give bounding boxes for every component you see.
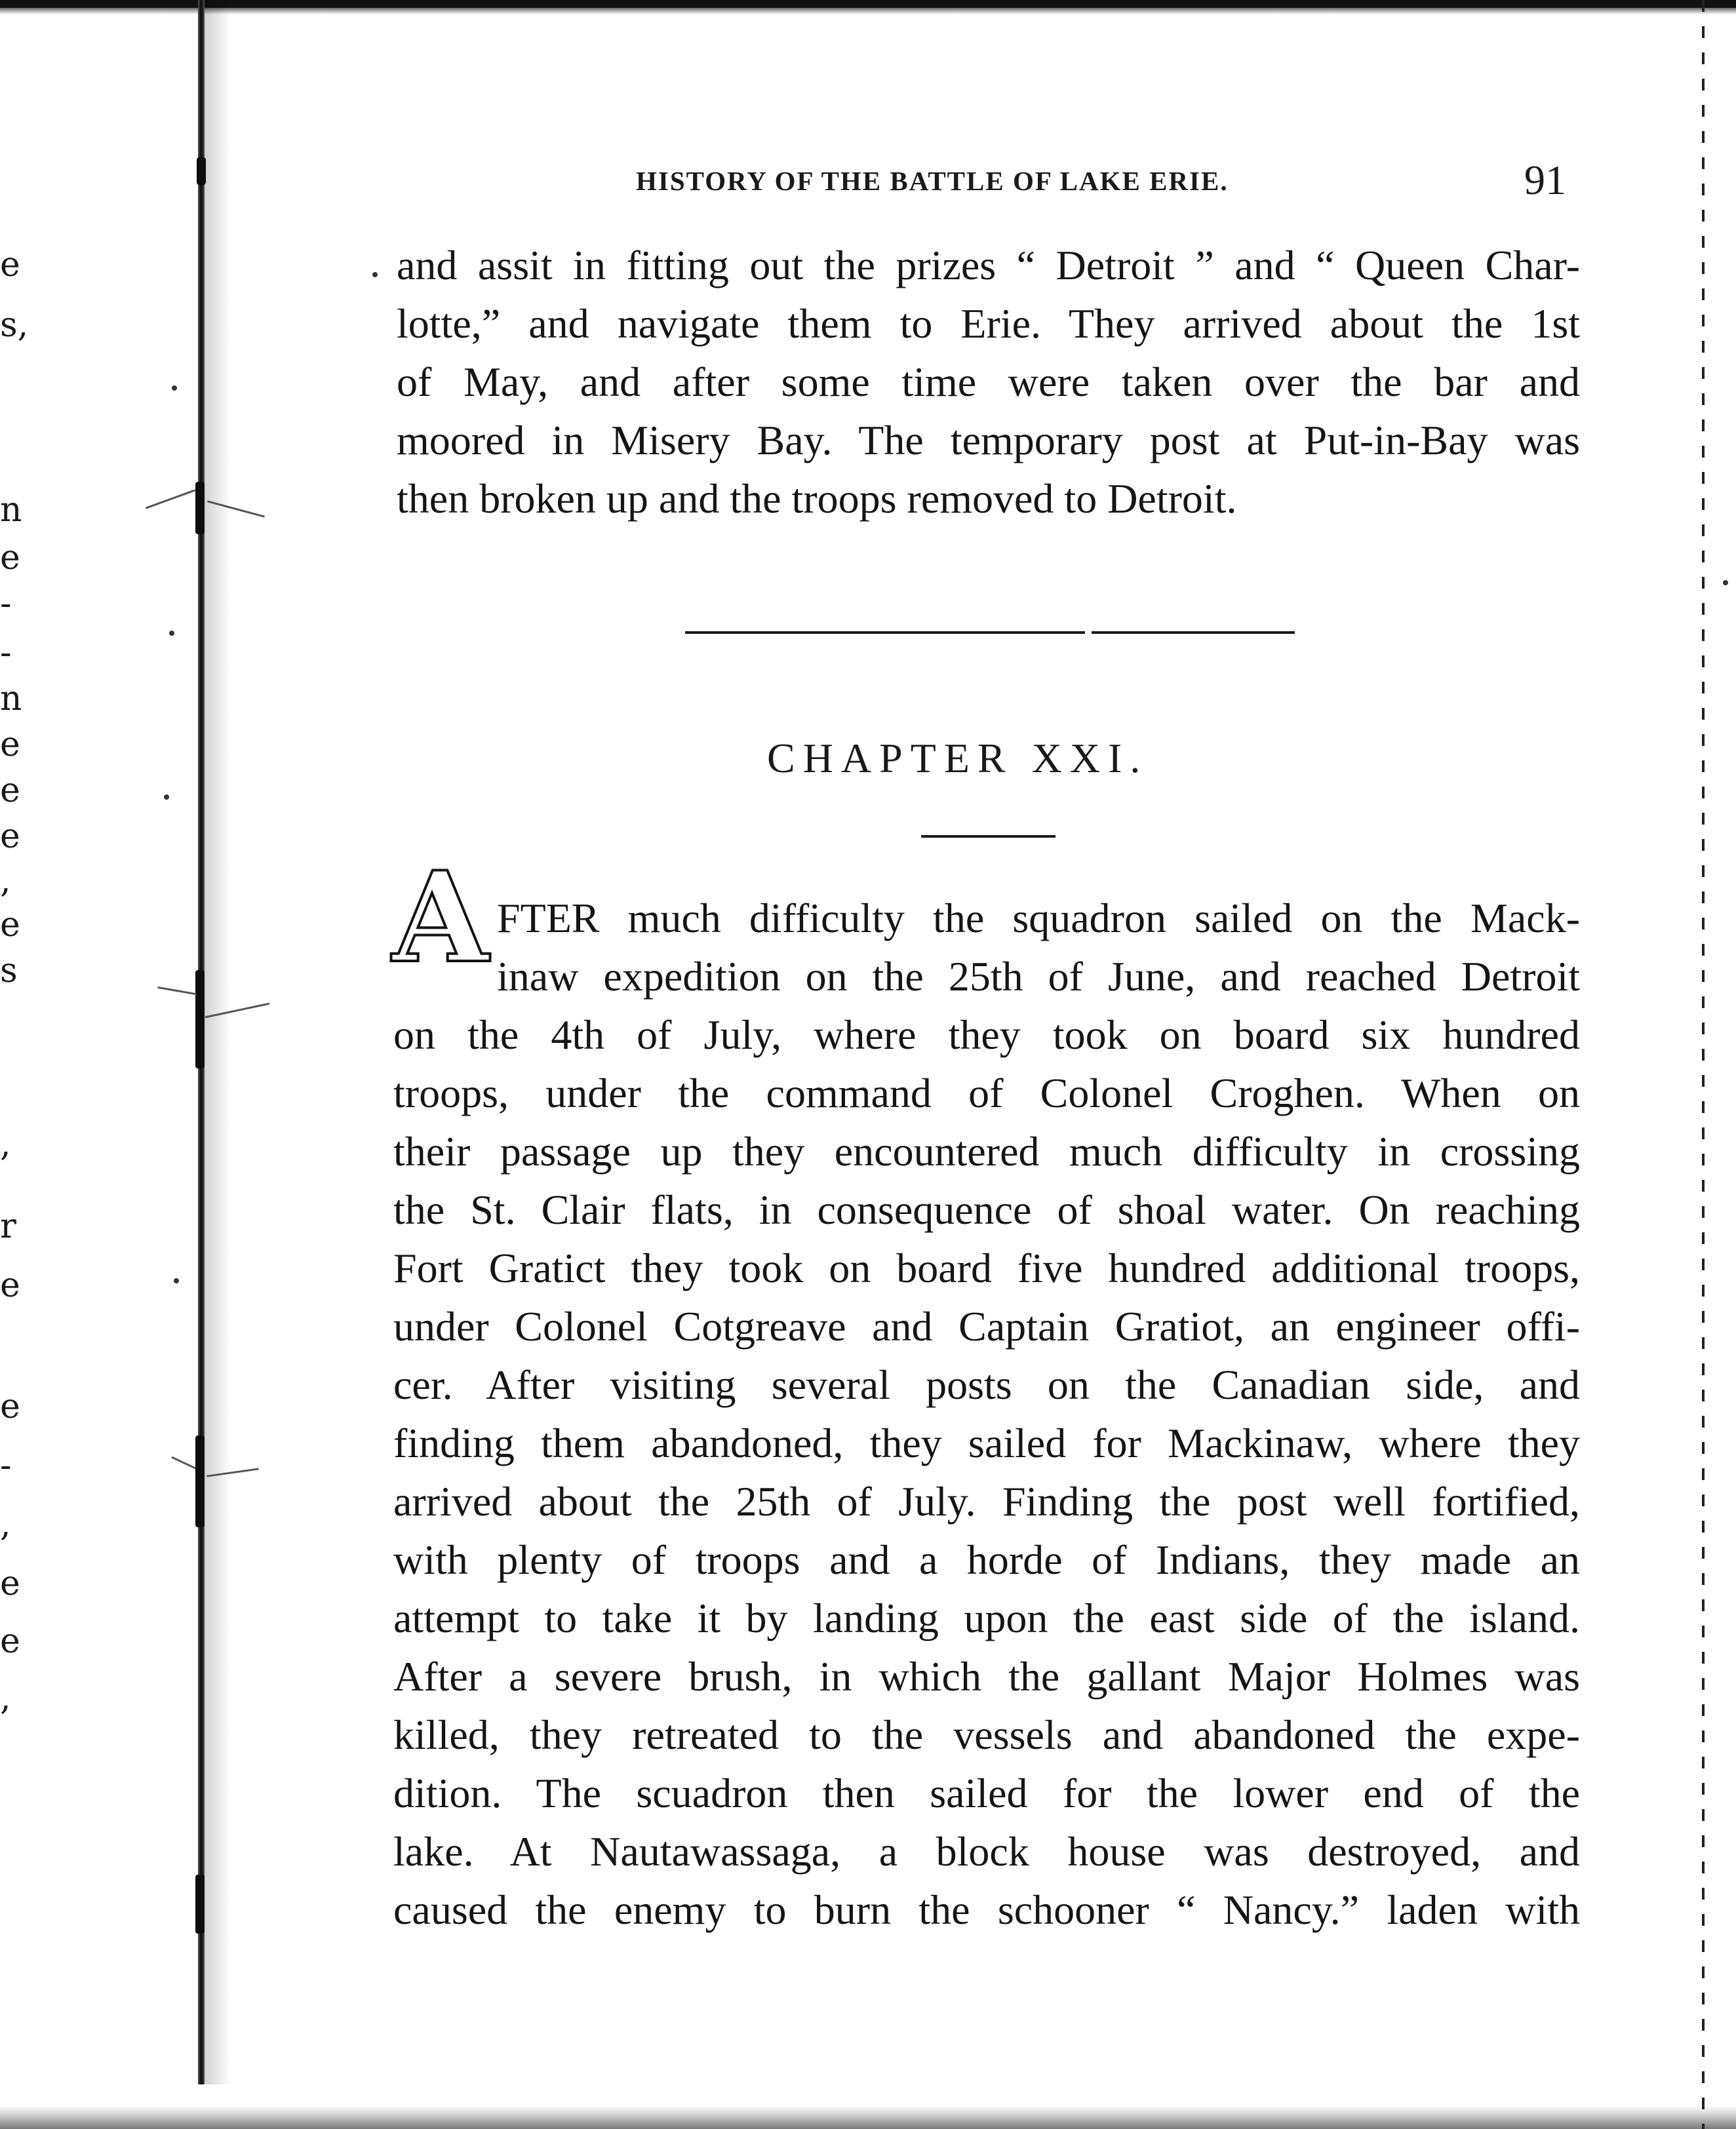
running-head: HISTORY OF THE BATTLE OF LAKE ERIE. <box>636 166 1229 196</box>
prev-page-fragment: r <box>0 1207 16 1246</box>
text-line: then broken up and the troops removed to Detroit. <box>397 475 1237 522</box>
text-line: on the 4th of July, where they took on board six hundred <box>393 1011 1580 1058</box>
prev-page-fragment: e <box>0 771 20 810</box>
text-line: caused the enemy to burn the schooner “ Nancy.” laden with <box>393 1886 1580 1933</box>
prev-page-fragment: e <box>0 538 20 577</box>
text-line: and assit in fitting out the prizes “ Detroit ” and “ Queen Char- <box>397 242 1580 288</box>
prev-page-fragment: e <box>0 817 20 856</box>
text-line: under Colonel Cotgreave and Captain Gratiot, an engineer offi- <box>393 1303 1580 1350</box>
prev-page-fragment: - <box>0 584 12 623</box>
chapter-heading: CHAPTER XXI. <box>767 735 1149 781</box>
text-line: lake. At Nautawassaga, a block house was destroyed, and <box>393 1828 1580 1875</box>
prev-page-fragment: e <box>0 725 20 764</box>
text-line: with plenty of troops and a horde of Indians, they made an <box>393 1536 1580 1583</box>
stray-dot <box>174 1278 179 1283</box>
prev-page-fragment: e <box>0 905 20 945</box>
text-line: lotte,” and navigate them to Erie. They arrived about the 1st <box>397 300 1580 347</box>
text-line: their passage up they encountered much difficulty in crossing <box>393 1128 1580 1175</box>
section-separator-rule <box>685 631 1085 634</box>
page-number: 91 <box>1524 157 1566 203</box>
text-line: arrived about the 25th of July. Finding the post well fortified, <box>393 1478 1580 1525</box>
prev-page-fragment: e <box>0 1387 20 1426</box>
text-line: FTER much difficulty the squadron sailed on the Mack- <box>497 895 1580 941</box>
text-line: attempt to take it by landing upon the east side of the island. <box>393 1595 1580 1641</box>
binding-mark <box>197 157 206 185</box>
stray-dot <box>372 272 378 277</box>
stray-dot <box>1723 580 1728 585</box>
text-line: finding them abandoned, they sailed for Mackinaw, where they <box>393 1420 1580 1466</box>
text-line: killed, they retreated to the vessels and abandoned the expe- <box>393 1711 1580 1758</box>
text-line: dition. The scuadron then sailed for the lower end of the <box>393 1770 1580 1816</box>
text-line: cer. After visiting several posts on the Canadian side, and <box>393 1361 1580 1408</box>
scan-top-edge <box>0 0 1736 8</box>
scan-bottom-edge <box>0 2105 1736 2129</box>
stray-dot <box>172 385 177 391</box>
prev-page-fragment: , <box>0 861 11 901</box>
prev-page-fragment: s, <box>0 305 29 345</box>
section-1-text <box>397 236 1580 528</box>
scan-top-fade <box>0 8 1736 14</box>
binding-mark <box>195 1436 205 1527</box>
text-line: of May, and after some time were taken over the bar and <box>397 359 1580 405</box>
prev-page-fragment: - <box>0 633 12 673</box>
chapter-body-text <box>393 889 1580 1939</box>
previous-page-fragments <box>0 0 39 2129</box>
text-line: Fort Gratict they took on board five hundred additional troops, <box>393 1245 1580 1291</box>
prev-page-fragment: , <box>0 1505 11 1544</box>
prev-page-fragment: e <box>0 245 20 284</box>
stray-dot <box>164 794 169 800</box>
prev-page-fragment: n <box>0 679 22 718</box>
text-line: the St. Clair flats, in consequence of shoal water. On reaching <box>393 1186 1580 1233</box>
prev-page-fragment: e <box>0 1622 20 1661</box>
text-line: After a severe brush, in which the gallant Major Holmes was <box>393 1653 1580 1700</box>
prev-page-fragment: - <box>0 1446 12 1485</box>
prev-page-fragment: , <box>0 1125 11 1164</box>
prev-page-fragment: e <box>0 1266 20 1305</box>
chapter-rule <box>921 835 1055 838</box>
prev-page-fragment: n <box>0 490 22 530</box>
right-page-edge <box>1702 0 1705 2129</box>
prev-page-fragment: e <box>0 1564 20 1603</box>
binding-fray <box>171 1456 196 1470</box>
binding-fray <box>146 489 195 509</box>
binding-fray <box>157 986 197 995</box>
binding-mark <box>195 482 205 534</box>
text-line: moored in Misery Bay. The temporary post at Put-in-Bay was <box>397 417 1580 463</box>
text-line: troops, under the command of Colonel Croghen. When on <box>393 1070 1580 1116</box>
prev-page-fragment: s <box>0 951 18 990</box>
text-line: inaw expedition on the 25th of June, and reached Detroit <box>497 953 1580 1000</box>
gutter-shadow <box>205 0 231 2084</box>
stray-dot <box>169 631 174 636</box>
drop-cap: A <box>392 844 489 990</box>
binding-mark <box>195 970 205 1068</box>
binding-mark <box>195 1875 205 1934</box>
section-separator-rule <box>1092 631 1295 634</box>
prev-page-fragment: , <box>0 1679 11 1718</box>
